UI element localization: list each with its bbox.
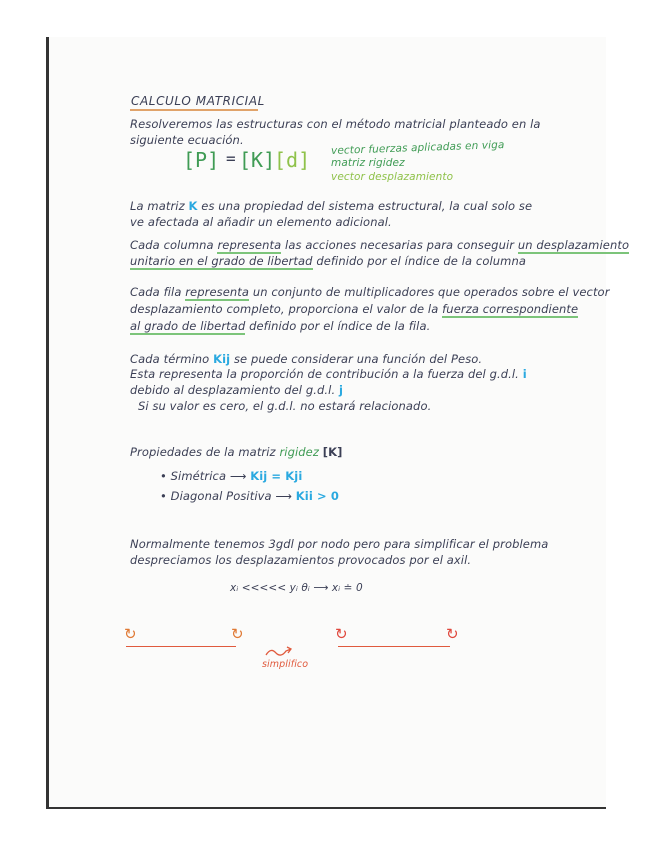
para-col-line-2	[130, 254, 526, 268]
para-kij-line-1	[130, 352, 482, 366]
annotation-matriz-rigidez: matriz rigidez	[331, 157, 405, 169]
para-k-line-2: ve afectada al añadir un elemento adicional.	[130, 215, 392, 229]
squiggle-arrow-icon	[264, 645, 294, 659]
para-col-representa: representa	[217, 238, 282, 252]
props-heading-rigidez: rigidez	[279, 445, 319, 459]
equation-k: [K]	[239, 148, 276, 172]
node-rotate-icon: ↻	[231, 625, 244, 643]
matrix-k-symbol: K	[188, 199, 198, 213]
para-fila-fuerza: fuerza correspondiente	[442, 302, 579, 316]
page-title: CALCULO MATRICIAL	[131, 94, 265, 108]
para-fila-text-d: desplazamiento completo, proporciona el valor de la	[130, 302, 439, 316]
para-kij-line-4: Si su valor es cero, el g.d.l. no estará relacionado.	[138, 399, 432, 413]
props-heading	[130, 445, 342, 459]
para-col-unitario: unitario en el grado de libertad	[130, 254, 313, 268]
equation-equals: =	[226, 149, 236, 168]
equation-d: [d]	[274, 148, 311, 172]
intro-line-2: siguiente ecuación.	[130, 133, 244, 147]
prop-diagonal-label: • Diagonal Positiva ⟶	[160, 489, 293, 503]
annotation-vector-desplazamiento: vector desplazamiento	[331, 171, 454, 183]
intro-line-1: Resolveremos las estructuras con el método matricial planteado en la	[130, 117, 541, 131]
para-kij-text-a: Cada término	[130, 352, 210, 366]
para-gdl-line-2: despreciamos los desplazamientos provocados por el axil.	[130, 553, 472, 567]
para-col-text-e: definido por el índice de la columna	[316, 254, 526, 268]
node-rotate-icon: ↻	[335, 625, 348, 643]
para-fila-text-c: un conjunto de multiplicadores que operados sobre el vector	[252, 285, 610, 299]
para-kij-text-b: se puede considerar una función del Peso.	[233, 352, 483, 366]
prop-diagonal-formula: Kii > 0	[295, 489, 339, 503]
prop-simetrica-formula: Kij = Kji	[250, 469, 303, 483]
para-fila-line-3	[130, 319, 430, 333]
para-col-text-c: las acciones necesarias para conseguir	[285, 238, 515, 252]
annotation-vector-fuerzas: vector fuerzas aplicadas en viga	[330, 138, 505, 158]
prop-simetrica-label: • Simétrica ⟶	[160, 469, 247, 483]
beam-line-left	[126, 646, 236, 647]
page-bottom-edge	[46, 807, 606, 809]
para-col-desplazamiento: un desplazamiento	[517, 238, 630, 252]
para-k-text-b: es una propiedad del sistema estructural, la cual solo se	[201, 199, 533, 213]
para-kij-text-c: Esta representa la proporción de contribución a la fuerza del g.d.l.	[130, 367, 519, 381]
kij-symbol: Kij	[213, 352, 231, 366]
node-rotate-icon: ↻	[446, 625, 459, 643]
equation-p: [P]	[183, 148, 220, 172]
para-fila-line-1	[130, 285, 610, 299]
para-k-text-a: La matriz	[130, 199, 185, 213]
props-heading-k: [K]	[322, 445, 343, 459]
node-rotate-icon: ↻	[124, 625, 137, 643]
para-fila-line-2	[130, 302, 578, 316]
props-heading-text: Propiedades de la matriz	[130, 445, 276, 459]
axial-formula: xᵢ <<<<< yᵢ θᵢ ⟶ xᵢ ≐ 0	[230, 582, 363, 594]
beam-line-right	[338, 646, 450, 647]
index-j: j	[338, 383, 344, 397]
prop-simetrica	[160, 469, 302, 483]
page-left-edge	[46, 37, 49, 809]
simplify-label: simplifico	[262, 659, 309, 670]
para-fila-representa: representa	[185, 285, 250, 299]
para-col-line-1	[130, 238, 629, 252]
index-i: i	[522, 367, 527, 381]
para-fila-text-a: Cada fila	[130, 285, 182, 299]
para-kij-line-3	[130, 383, 343, 397]
prop-diagonal	[160, 489, 339, 503]
para-col-text-a: Cada columna	[130, 238, 214, 252]
paper-page	[46, 37, 606, 809]
para-fila-text-f: definido por el índice de la fila.	[249, 319, 431, 333]
para-gdl-line-1: Normalmente tenemos 3gdl por nodo pero para simplificar el problema	[130, 537, 549, 551]
para-kij-line-2	[130, 367, 527, 381]
para-fila-grado: al grado de libertad	[130, 319, 246, 333]
para-k-line-1	[130, 199, 532, 213]
title-underline	[130, 109, 258, 111]
para-kij-text-d: debido al desplazamiento del g.d.l.	[130, 383, 336, 397]
